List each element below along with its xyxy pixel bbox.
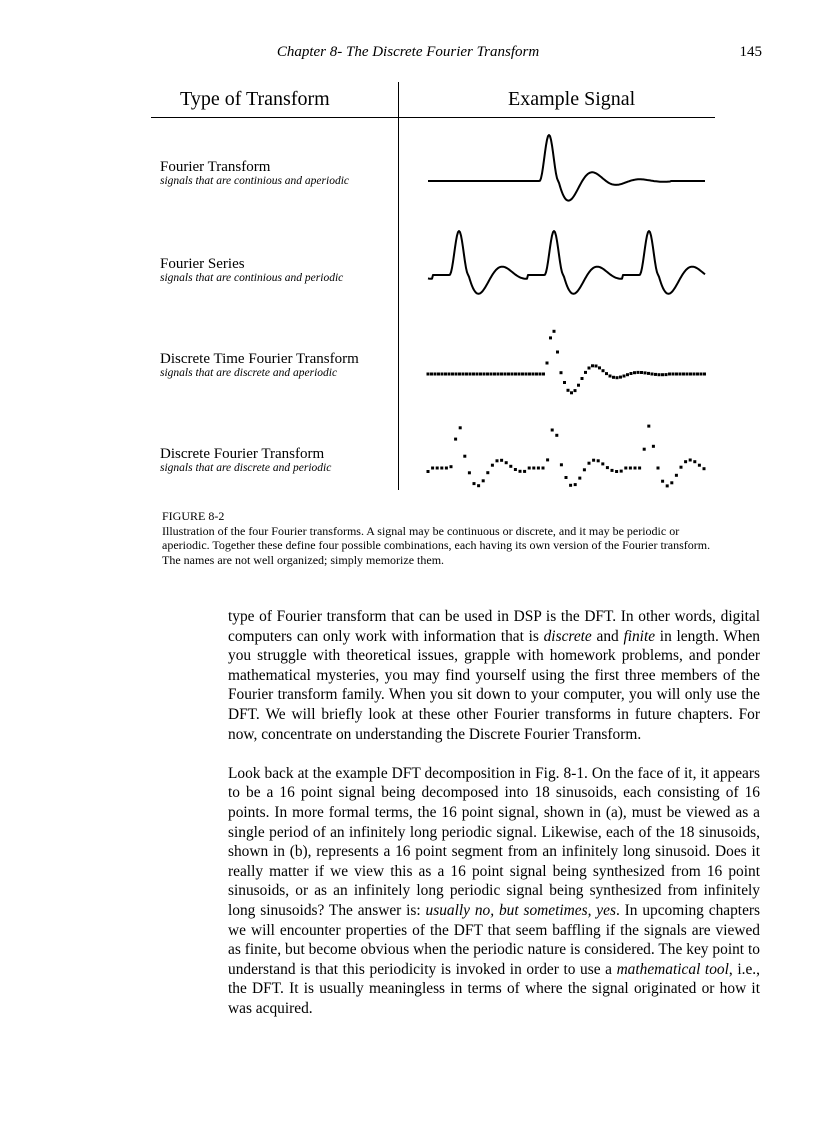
- sample-point: [486, 471, 489, 474]
- sample-point: [535, 373, 538, 376]
- sample-point: [626, 373, 629, 376]
- sample-point: [553, 330, 556, 333]
- sample-point: [623, 375, 626, 378]
- sample-point: [605, 372, 608, 375]
- sample-point: [598, 366, 601, 369]
- sample-point: [657, 467, 660, 470]
- sample-point: [609, 375, 612, 378]
- row-description: signals that are continious and periodic: [160, 272, 344, 284]
- caption-label: FIGURE 8-2: [162, 509, 225, 523]
- sample-point: [437, 373, 440, 376]
- sample-point: [680, 466, 683, 469]
- sample-point: [532, 467, 535, 470]
- sample-point: [504, 373, 507, 376]
- sample-point: [468, 471, 471, 474]
- sample-point: [458, 373, 461, 376]
- sample-point: [602, 369, 605, 372]
- sample-point: [675, 474, 678, 477]
- sample-point: [477, 484, 480, 487]
- sample-point: [666, 484, 669, 487]
- paragraph-1: [228, 607, 760, 744]
- sample-point: [668, 373, 671, 376]
- continuous-aperiodic-signal: [428, 135, 705, 201]
- sample-point: [523, 470, 526, 473]
- sample-point: [519, 470, 522, 473]
- sample-point: [465, 373, 468, 376]
- row-name: Fourier Series: [160, 256, 245, 272]
- row-name: Discrete Time Fourier Transform: [160, 351, 359, 367]
- sample-point: [652, 445, 655, 448]
- caption-text: Illustration of the four Fourier transforms. A signal may be continuous or discrete, and it may be periodic or aperiodic. Together these define four possible combinations, each having its own version of the Fourier transform. The names are not well organized; simply memorize them.: [162, 523, 711, 567]
- sample-point: [661, 480, 664, 483]
- sample-point: [638, 467, 641, 470]
- row-name: Fourier Transform: [160, 159, 271, 175]
- sample-point: [616, 376, 619, 379]
- sample-point: [560, 463, 563, 466]
- sample-point: [444, 373, 447, 376]
- sample-point: [654, 373, 657, 376]
- sample-point: [463, 455, 466, 458]
- sample-point: [643, 448, 646, 451]
- text-run: type of Fourier transform that can be used in DSP is the DFT. In other words, digital computers can only work with information that is: [228, 608, 760, 645]
- sample-point: [630, 372, 633, 375]
- paragraph-2: [228, 764, 760, 1019]
- sample-point: [514, 468, 517, 471]
- sample-point: [483, 373, 486, 376]
- row-description: signals that are discrete and aperiodic: [160, 367, 338, 379]
- sample-point: [505, 461, 508, 464]
- sample-point: [574, 483, 577, 486]
- emphasis-finite: finite: [623, 627, 656, 645]
- sample-point: [546, 362, 549, 365]
- sample-point: [588, 367, 591, 370]
- sample-point: [472, 373, 475, 376]
- sample-point: [595, 365, 598, 368]
- text-run: Look back at the example DFT decomposition in Fig. 8-1. On the face of it, it appears to be a 16 point signal being decomposed into 18 sinusoids, each consisting of 16 points. In more formal terms, the 16 point signal, shown in (a), must be viewed as a single period of an infinitely long periodic signal. Likewise, each of the 18 sinusoids, shown in (b), represents a 16 point segment from an infinitely long sinusoid. Does it really matter if we view this as a 16 point signal being synthesized from 16 point sinusoids, or as an infinitely long periodic signal being synthesized from infinitely long sinusoids? The answer is:: [228, 764, 760, 919]
- sample-point: [592, 459, 595, 462]
- sample-point: [647, 425, 650, 428]
- sample-point: [588, 462, 591, 465]
- sample-point: [539, 373, 542, 376]
- sample-point: [640, 371, 643, 374]
- sample-point: [615, 470, 618, 473]
- sample-point: [563, 381, 566, 384]
- sample-point: [591, 364, 594, 367]
- sample-point: [427, 373, 430, 376]
- sample-point: [473, 482, 476, 485]
- sample-point: [476, 373, 479, 376]
- sample-point: [537, 467, 540, 470]
- sample-point: [450, 465, 453, 468]
- text-run: , i.e., the DFT. It is usually meaningless in terms of where the signal originated or how it was acquired.: [228, 960, 760, 1017]
- sample-point: [637, 371, 640, 374]
- sample-point: [682, 373, 685, 376]
- sample-point: [670, 481, 673, 484]
- sample-point: [436, 467, 439, 470]
- sample-point: [584, 371, 587, 374]
- sample-point: [511, 373, 514, 376]
- sample-point: [528, 467, 531, 470]
- sample-point: [509, 465, 512, 468]
- sample-point: [689, 373, 692, 376]
- sample-point: [658, 373, 661, 376]
- sample-point: [479, 373, 482, 376]
- column-header-example: Example Signal: [508, 88, 636, 110]
- sample-point: [581, 377, 584, 380]
- sample-point: [620, 470, 623, 473]
- sample-point: [497, 373, 500, 376]
- sample-point: [459, 426, 462, 429]
- sample-point: [507, 373, 510, 376]
- sample-point: [689, 459, 692, 462]
- page-number: 145: [739, 44, 762, 60]
- sample-point: [454, 438, 457, 441]
- sample-point: [462, 373, 465, 376]
- text-run: and: [591, 627, 624, 645]
- continuous-periodic-signal: [428, 231, 705, 294]
- sample-point: [665, 373, 668, 376]
- sample-point: [565, 476, 568, 479]
- emphasis-discrete: discrete: [543, 627, 592, 645]
- sample-point: [684, 460, 687, 463]
- discrete-aperiodic-signal: [427, 330, 707, 395]
- sample-point: [440, 467, 443, 470]
- sample-point: [542, 373, 545, 376]
- sample-point: [532, 373, 535, 376]
- row-description: signals that are continious and aperiodic: [160, 175, 349, 187]
- sample-point: [570, 391, 573, 394]
- row-name: Discrete Fourier Transform: [160, 446, 325, 462]
- row-description: signals that are discrete and periodic: [160, 462, 332, 474]
- sample-point: [619, 376, 622, 379]
- sample-point: [555, 434, 558, 437]
- sample-point: [434, 373, 437, 376]
- sample-point: [693, 460, 696, 463]
- sample-point: [700, 373, 703, 376]
- sample-point: [500, 373, 503, 376]
- sample-point: [577, 384, 580, 387]
- sample-point: [601, 462, 604, 465]
- body-text: [228, 607, 760, 1018]
- sample-point: [490, 373, 493, 376]
- sample-point: [611, 469, 614, 472]
- sample-point: [661, 373, 664, 376]
- sample-point: [493, 373, 496, 376]
- sample-point: [634, 467, 637, 470]
- sample-point: [651, 373, 654, 376]
- sample-point: [427, 470, 430, 473]
- discrete-periodic-signal: [427, 425, 706, 488]
- sample-point: [514, 373, 517, 376]
- sample-point: [560, 371, 563, 374]
- sample-point: [703, 373, 706, 376]
- sample-point: [448, 373, 451, 376]
- sample-point: [703, 467, 706, 470]
- sample-point: [542, 467, 545, 470]
- sample-point: [672, 373, 675, 376]
- sample-point: [445, 467, 448, 470]
- sample-point: [528, 373, 531, 376]
- sample-point: [644, 371, 647, 374]
- sample-point: [549, 336, 552, 339]
- sample-point: [567, 389, 570, 392]
- sample-point: [696, 373, 699, 376]
- sample-point: [430, 373, 433, 376]
- sample-point: [629, 467, 632, 470]
- sample-point: [583, 468, 586, 471]
- sample-point: [569, 484, 572, 487]
- sample-point: [500, 459, 503, 462]
- column-header-type: Type of Transform: [180, 88, 330, 110]
- text-run: in length. When you struggle with theoretical issues, grapple with homework problems, and ponder mathematical mysteries, you may find yourself using the first three members of the Fourier transform family. When you sit down to your computer, you will only use the DFT. We will briefly look at these other Fourier transforms in future chapters. For now, concentrate on understanding the Discrete Fourier Transform.: [228, 627, 761, 743]
- sample-point: [679, 373, 682, 376]
- sample-point: [698, 464, 701, 467]
- example-signals: [0, 0, 816, 520]
- sample-point: [441, 373, 444, 376]
- sample-point: [556, 351, 559, 354]
- sample-point: [469, 373, 472, 376]
- sample-point: [597, 459, 600, 462]
- sample-point: [578, 477, 581, 480]
- sample-point: [482, 479, 485, 482]
- sample-point: [633, 371, 636, 374]
- sample-point: [518, 373, 521, 376]
- sample-point: [624, 467, 627, 470]
- figure-caption: [162, 509, 722, 567]
- sample-point: [496, 459, 499, 462]
- sample-point: [521, 373, 524, 376]
- sample-point: [551, 429, 554, 432]
- sample-point: [525, 373, 528, 376]
- sample-point: [612, 376, 615, 379]
- chapter-title: Chapter 8- The Discrete Fourier Transform: [276, 44, 540, 60]
- sample-point: [546, 458, 549, 461]
- sample-point: [455, 373, 458, 376]
- sample-point: [491, 464, 494, 467]
- sample-point: [431, 467, 434, 470]
- sample-point: [451, 373, 454, 376]
- sample-point: [693, 373, 696, 376]
- sample-point: [574, 389, 577, 392]
- sample-point: [686, 373, 689, 376]
- sample-point: [675, 373, 678, 376]
- emphasis-mathematical-tool: mathematical tool: [616, 960, 729, 978]
- emphasis-answer: usually no, but sometimes, yes: [425, 901, 616, 919]
- sample-point: [647, 372, 650, 375]
- text-run: . In upcoming chapters we will encounter properties of the DFT that seem baffling if the signals are viewed as finite, but become obvious when the periodic nature is considered. The key point to understand is that this periodicity is invoked in order to use a: [228, 901, 761, 978]
- sample-point: [606, 466, 609, 469]
- sample-point: [486, 373, 489, 376]
